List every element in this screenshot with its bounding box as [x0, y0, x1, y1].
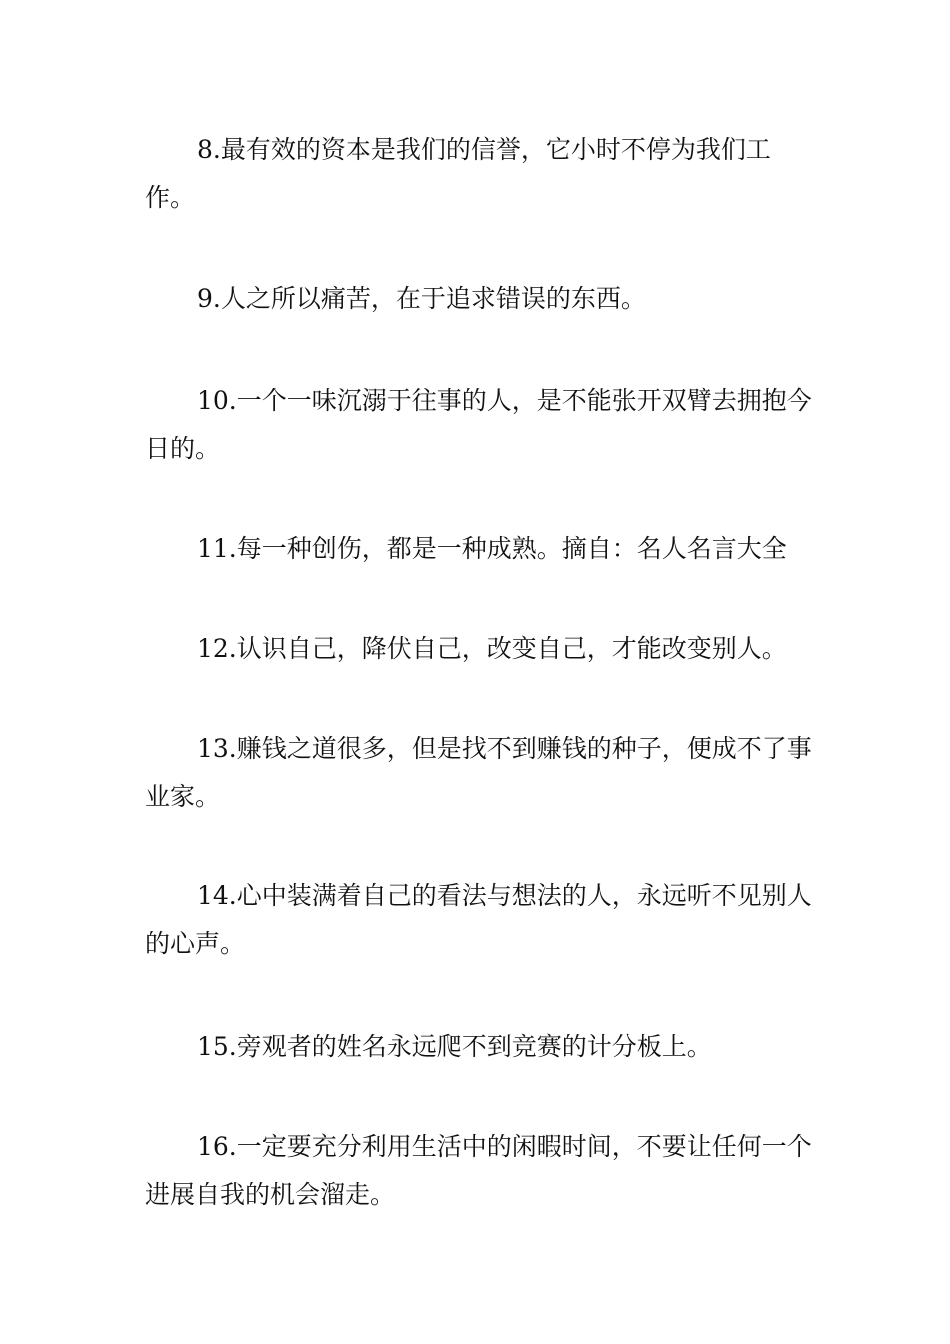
quote-paragraph-14: 14.心中装满着自己的看法与想法的人，永远听不见别人的心声。: [145, 881, 812, 958]
quote-paragraph-13: 13.赚钱之道很多，但是找不到赚钱的种子，便成不了事业家。: [145, 734, 812, 811]
quote-paragraph-12: 12.认识自己，降伏自己，改变自己，才能改变别人。: [197, 634, 787, 663]
quote-paragraph-9: 9.人之所以痛苦，在于追求错误的东西。: [197, 284, 646, 313]
quote-paragraph-11: 11.每一种创伤，都是一种成熟。摘自：名人名言大全: [197, 534, 787, 563]
quote-paragraph-16: 16.一定要充分利用生活中的闲暇时间，不要让任何一个进展自我的机会溜走。: [145, 1132, 812, 1209]
quote-paragraph-10: 10.一个一味沉溺于往事的人，是不能张开双臂去拥抱今日的。: [145, 386, 812, 463]
quote-paragraph-8: 8.最有效的资本是我们的信誉，它小时不停为我们工作。: [145, 135, 771, 212]
quote-paragraph-15: 15.旁观者的姓名永远爬不到竞赛的计分板上。: [197, 1032, 712, 1061]
